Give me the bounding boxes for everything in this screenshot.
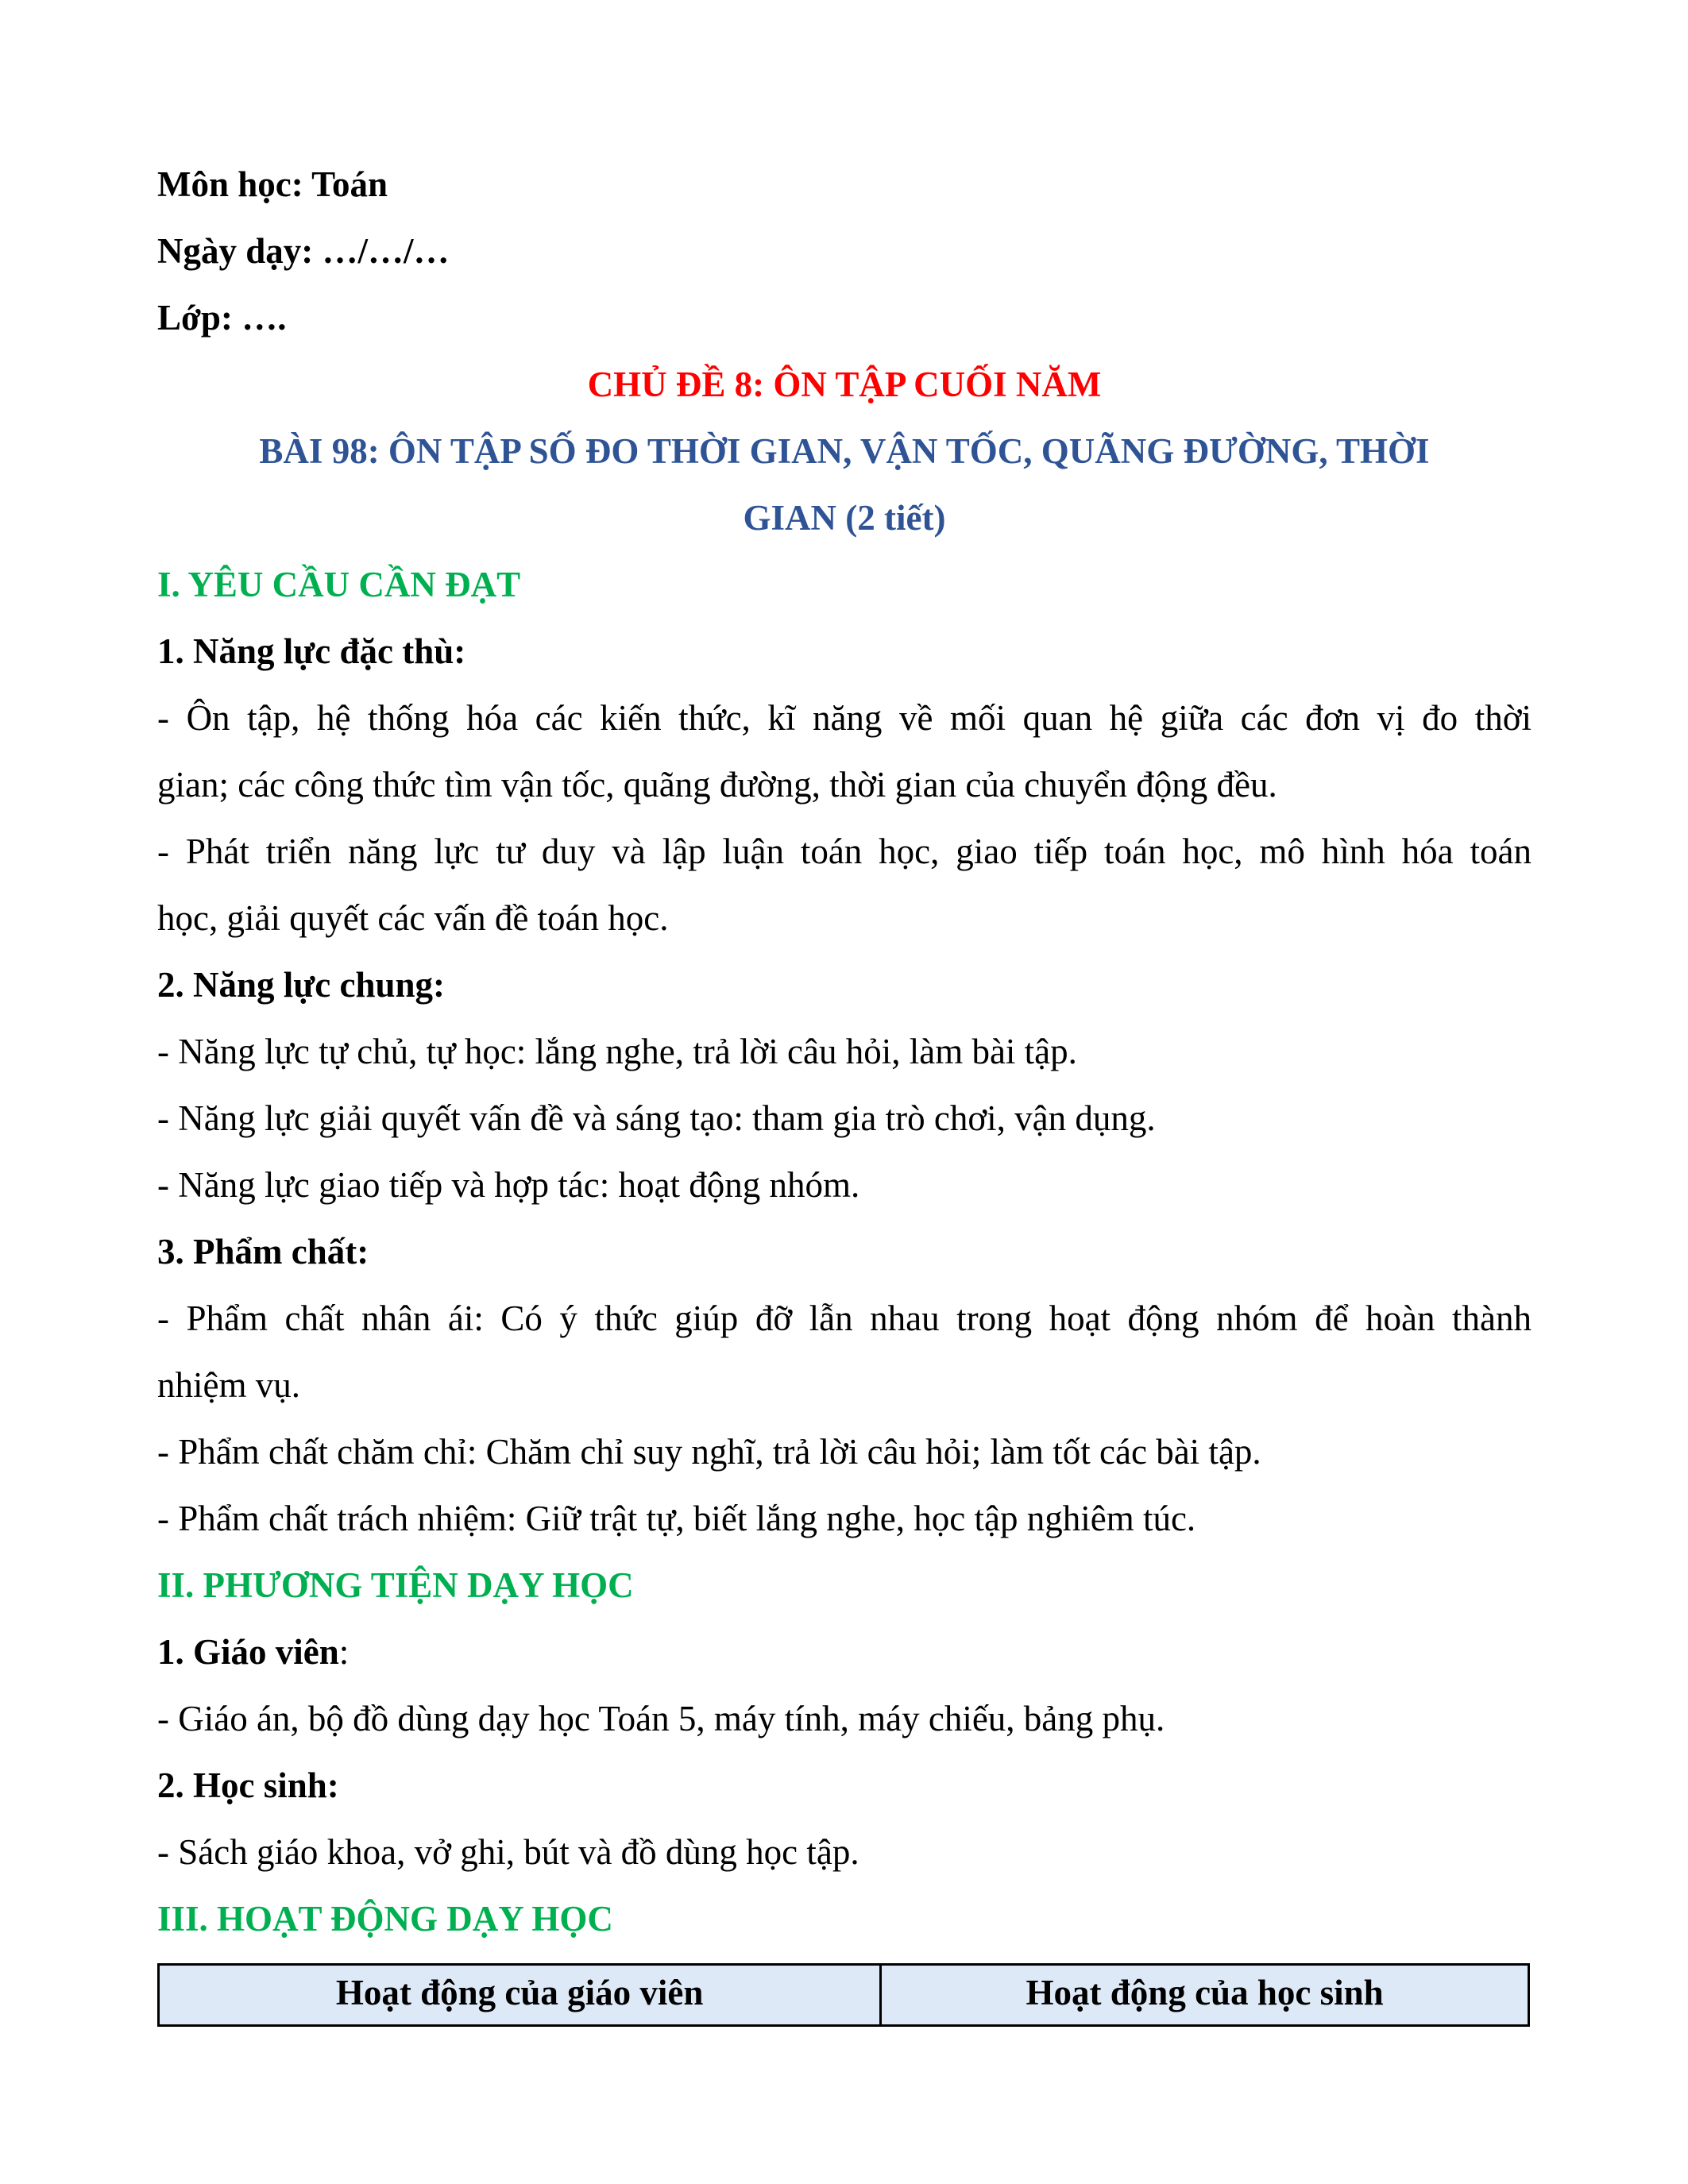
general-competence-heading: 2. Năng lực chung: (157, 965, 446, 1005)
topic-title: CHỦ ĐỀ 8: ÔN TẬP CUỐI NĂM (587, 365, 1102, 404)
teacher-heading-colon: : (338, 1632, 350, 1672)
general-competence-item: - Năng lực giải quyết vấn đề và sáng tạo: tham gia trò chơi, vận dụng. (157, 1098, 1156, 1138)
activity-table (157, 1963, 1530, 2027)
specific-competence-heading: 1. Năng lực đặc thù: (157, 631, 466, 671)
date-line: Ngày dạy: …/…/… (157, 231, 450, 271)
specific-competence-item-2-line-2: học, giải quyết các vấn đề toán học. (157, 898, 669, 938)
student-heading: 2. Học sinh: (157, 1765, 339, 1805)
teacher-heading (157, 1619, 1532, 1685)
section-2-heading: II. PHƯƠNG TIỆN DẠY HỌC (157, 1565, 634, 1605)
quality-responsibility: - Phẩm chất trách nhiệm: Giữ trật tự, biết lắng nghe, học tập nghiêm túc. (157, 1499, 1196, 1538)
quality-diligence: - Phẩm chất chăm chỉ: Chăm chỉ suy nghĩ, trả lời câu hỏi; làm tốt các bài tập. (157, 1432, 1261, 1472)
specific-competence-item-1-line-2: gian; các công thức tìm vận tốc, quãng đường, thời gian của chuyển động đều. (157, 765, 1277, 805)
specific-competence-item-2-line-1: - Phát triển năng lực tư duy và lập luận toán học, giao tiếp toán học, mô hình hóa toán (157, 832, 1532, 871)
teacher-materials: - Giáo án, bộ đồ dùng dạy học Toán 5, máy tính, máy chiếu, bảng phụ. (157, 1699, 1165, 1738)
student-materials: - Sách giáo khoa, vở ghi, bút và đồ dùng học tập. (157, 1832, 859, 1872)
specific-competence-item-1-line-1: - Ôn tập, hệ thống hóa các kiến thức, kĩ năng về mối quan hệ giữa các đơn vị đo thời (157, 698, 1532, 738)
student-activity-column-header: Hoạt động của học sinh (881, 1965, 1529, 2026)
subject-line: Môn học: Toán (157, 164, 388, 204)
teacher-activity-column-header: Hoạt động của giáo viên (159, 1965, 881, 2026)
quality-kindness-line-1: - Phẩm chất nhân ái: Có ý thức giúp đỡ lẫn nhau trong hoạt động nhóm để hoàn thành (157, 1298, 1532, 1338)
lesson-title-line1: BÀI 98: ÔN TẬP SỐ ĐO THỜI GIAN, VẬN TỐC, QUÃNG ĐƯỜNG, THỜI (259, 431, 1430, 471)
class-line: Lớp: …. (157, 298, 287, 338)
section-3-heading: III. HOẠT ĐỘNG DẠY HỌC (157, 1899, 613, 1939)
teacher-heading-label: 1. Giáo viên (157, 1632, 339, 1672)
qualities-heading: 3. Phẩm chất: (157, 1232, 369, 1271)
general-competence-item: - Năng lực giao tiếp và hợp tác: hoạt động nhóm. (157, 1165, 860, 1205)
lesson-title-line2: GIAN (2 tiết) (743, 498, 946, 538)
lesson-plan-page (157, 151, 1532, 1952)
quality-kindness-line-2: nhiệm vụ. (157, 1365, 300, 1405)
activity-table-header-row (159, 1965, 1529, 2026)
general-competence-item: - Năng lực tự chủ, tự học: lắng nghe, trả lời câu hỏi, làm bài tập. (157, 1032, 1077, 1071)
section-1-heading: I. YÊU CẦU CẦN ĐẠT (157, 565, 521, 604)
